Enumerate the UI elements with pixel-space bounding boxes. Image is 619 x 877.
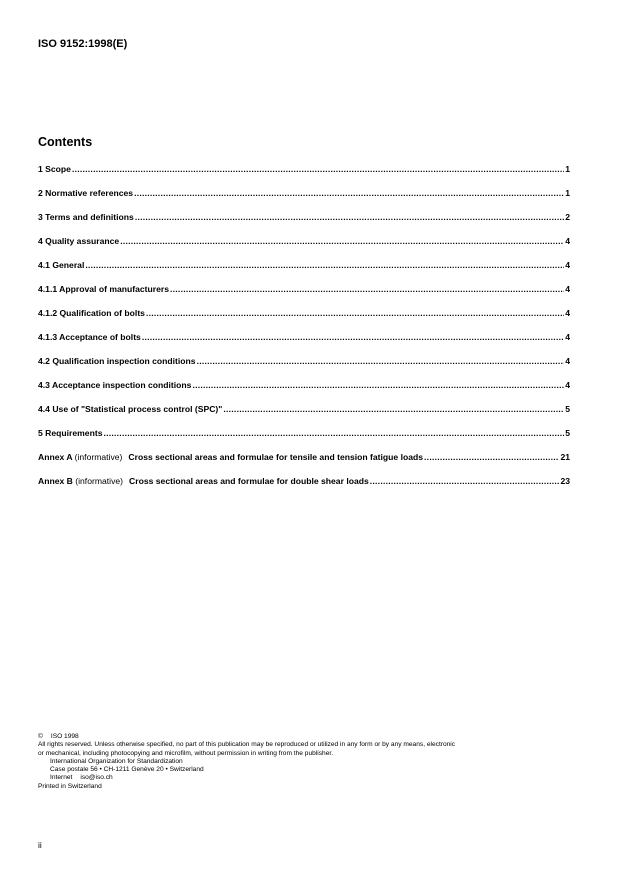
toc-entry-annex-b[interactable] xyxy=(38,476,570,500)
toc-entry-page: 21 xyxy=(560,452,570,462)
toc-entry[interactable] xyxy=(38,188,570,212)
toc-entry-title: 2 Normative references xyxy=(38,188,134,198)
annex-kind: (informative) xyxy=(74,452,123,462)
copyright-line xyxy=(38,733,583,741)
toc-leader-dots xyxy=(72,164,564,174)
toc-leader-dots xyxy=(103,428,564,438)
toc-entry-page: 4 xyxy=(565,356,570,366)
toc-entry-title: 1 Scope xyxy=(38,164,71,174)
toc-leader-dots xyxy=(146,308,564,318)
toc-entry-title: 4.1.3 Acceptance of bolts xyxy=(38,332,141,342)
copyright-notice xyxy=(38,733,583,791)
annex-label: Annex A xyxy=(38,452,73,462)
annex-label: Annex B xyxy=(38,476,73,486)
toc-entry[interactable] xyxy=(38,164,570,188)
annex-title: Cross sectional areas and formulae for tensile and tension fatigue loads xyxy=(128,452,424,462)
toc-entry-title: 3 Terms and definitions xyxy=(38,212,134,222)
toc-leader-dots xyxy=(170,284,564,294)
table-of-contents xyxy=(38,164,570,500)
document-id-header: ISO 9152:1998(E) xyxy=(38,38,128,50)
copyright-text: ISO 1998 xyxy=(50,733,79,740)
toc-entry[interactable] xyxy=(38,428,570,452)
toc-entry[interactable] xyxy=(38,308,570,332)
toc-entry-title: 4 Quality assurance xyxy=(38,236,120,246)
organization-name: International Organization for Standardization xyxy=(50,757,183,765)
toc-entry-title: 4.1.1 Approval of manufacturers xyxy=(38,284,170,294)
internet-label: Internet xyxy=(50,774,73,782)
page-number: ii xyxy=(38,840,42,850)
toc-entry-page: 4 xyxy=(565,380,570,390)
toc-entry-page: 1 xyxy=(565,164,570,174)
toc-entry-page: 4 xyxy=(565,260,570,270)
rights-line-2: or mechanical, including photocopying and microfilm, without permission in writing from the publisher. xyxy=(38,749,334,757)
toc-entry[interactable] xyxy=(38,332,570,356)
toc-entry-page: 23 xyxy=(560,476,570,486)
toc-entry[interactable] xyxy=(38,356,570,380)
toc-leader-dots xyxy=(197,356,565,366)
organization-address: Case postale 56 • CH-1211 Genève 20 • Switzerland xyxy=(50,766,204,774)
toc-entry[interactable] xyxy=(38,404,570,428)
toc-entry-title: 4.1.2 Qualification of bolts xyxy=(38,308,145,318)
toc-leader-dots xyxy=(192,380,564,390)
toc-leader-dots xyxy=(370,476,560,486)
toc-entry[interactable] xyxy=(38,260,570,284)
toc-entry-annex-a[interactable] xyxy=(38,452,570,476)
toc-entry-page: 4 xyxy=(565,332,570,342)
toc-entry-title: 4.3 Acceptance inspection conditions xyxy=(38,380,192,390)
toc-entry[interactable] xyxy=(38,284,570,308)
annex-kind: (informative) xyxy=(75,476,124,486)
toc-entry[interactable] xyxy=(38,212,570,236)
toc-entry-title: 4.4 Use of "Statistical process control (SPC)" xyxy=(38,404,223,414)
toc-entry-title: 5 Requirements xyxy=(38,428,103,438)
toc-entry-page: 4 xyxy=(565,236,570,246)
toc-entry-page: 1 xyxy=(565,188,570,198)
toc-entry-page: 4 xyxy=(565,308,570,318)
toc-entry-page: 4 xyxy=(565,284,570,294)
toc-leader-dots xyxy=(120,236,564,246)
internet-email[interactable]: iso@iso.ch xyxy=(80,774,113,782)
internet-line xyxy=(38,774,583,782)
toc-entry[interactable] xyxy=(38,380,570,404)
contents-heading: Contents xyxy=(38,135,93,149)
toc-leader-dots xyxy=(424,452,559,462)
toc-entry-title xyxy=(38,452,423,462)
toc-entry-title: 4.2 Qualification inspection conditions xyxy=(38,356,196,366)
rights-line-1: All rights reserved. Unless otherwise specified, no part of this publication may be reproduced or utilized in any form or by any means, electronic xyxy=(38,741,456,749)
toc-entry-page: 2 xyxy=(565,212,570,222)
toc-entry-page: 5 xyxy=(565,404,570,414)
toc-entry-title xyxy=(38,476,369,486)
toc-leader-dots xyxy=(142,332,564,342)
annex-title: Cross sectional areas and formulae for double shear loads xyxy=(129,476,369,486)
toc-leader-dots xyxy=(134,188,564,198)
toc-leader-dots xyxy=(135,212,564,222)
toc-entry-page: 5 xyxy=(565,428,570,438)
toc-entry-title: 4.1 General xyxy=(38,260,85,270)
printed-in: Printed in Switzerland xyxy=(38,782,102,790)
copyright-symbol: © xyxy=(38,733,43,740)
toc-leader-dots xyxy=(223,404,564,414)
toc-leader-dots xyxy=(85,260,564,270)
toc-entry[interactable] xyxy=(38,236,570,260)
